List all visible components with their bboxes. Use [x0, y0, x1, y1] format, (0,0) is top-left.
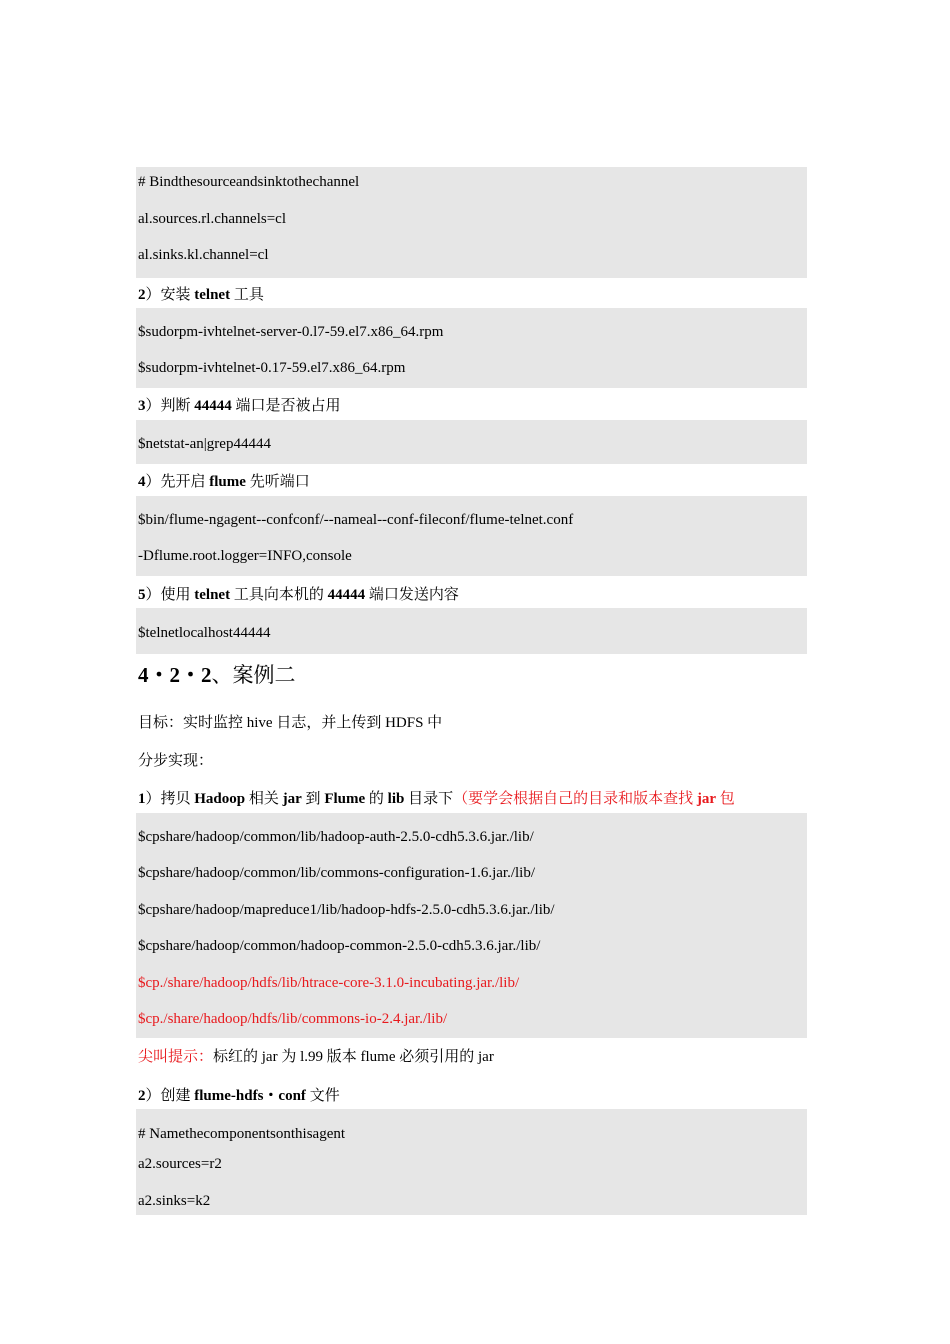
step-heading: 3）判断 44444 端口是否被占用 [138, 398, 341, 414]
step-heading: 1）拷贝 Hadoop 相关 jar 到 Flume 的 lib 目录下（要学会根据自己的目录和版本查找 jar 包 [138, 791, 735, 807]
step-heading: 5）使用 telnet 工具向本机的 44444 端口发送内容 [138, 587, 459, 603]
tip-text: 尖叫提示：标红的 jar 为 l.99 版本 flume 必须引用的 jar [138, 1049, 494, 1065]
code-line: $cpshare/hadoop/common/lib/commons-configuration-1.6.jar./lib/ [138, 865, 536, 881]
code-line: al.sources.rl.channels=cl [138, 211, 286, 227]
code-line: $telnetlocalhost44444 [138, 625, 271, 641]
code-line: a2.sinks=k2 [138, 1193, 211, 1209]
code-line: $sudorpm-ivhtelnet-server-0.l7-59.el7.x86_64.rpm [138, 324, 444, 340]
code-line: $sudorpm-ivhtelnet-0.17-59.el7.x86_64.rpm [138, 360, 406, 376]
code-line: $cpshare/hadoop/common/lib/hadoop-auth-2.5.0-cdh5.3.6.jar./lib/ [138, 829, 534, 845]
code-line: $cpshare/hadoop/mapreduce1/lib/hadoop-hdfs-2.5.0-cdh5.3.6.jar./lib/ [138, 902, 555, 918]
step-heading: 2）安装 telnet 工具 [138, 287, 264, 303]
code-line-highlighted: $cp./share/hadoop/hdfs/lib/commons-io-2.4.jar./lib/ [138, 1011, 448, 1027]
code-line: -Dflume.root.logger=INFO,console [138, 548, 352, 564]
code-line: # Bindthesourceandsinktothechannel [138, 174, 360, 190]
code-line: al.sinks.kl.channel=cl [138, 247, 269, 263]
steps-label: 分步实现： [138, 753, 214, 769]
code-line: $cpshare/hadoop/common/hadoop-common-2.5.0-cdh5.3.6.jar./lib/ [138, 938, 541, 954]
goal-text: 目标：实时监控 hive 日志，并上传到 HDFS 中 [138, 715, 443, 731]
code-line: $bin/flume-ngagent--confconf/--nameal--conf-fileconf/flume-telnet.conf [138, 512, 574, 528]
code-line-highlighted: $cp./share/hadoop/hdfs/lib/htrace-core-3.1.0-incubating.jar./lib/ [138, 975, 520, 991]
code-block [136, 813, 807, 1038]
code-line: # Namethecomponentsonthisagent [138, 1126, 346, 1142]
code-line: a2.sources=r2 [138, 1156, 222, 1172]
step-heading: 2）创建 flume-hdfs・conf 文件 [138, 1088, 340, 1104]
step-heading: 4）先开启 flume 先听端口 [138, 474, 310, 490]
code-line: $netstat-an|grep44444 [138, 436, 271, 452]
section-heading: 4・2・2、案例二 [138, 663, 296, 687]
